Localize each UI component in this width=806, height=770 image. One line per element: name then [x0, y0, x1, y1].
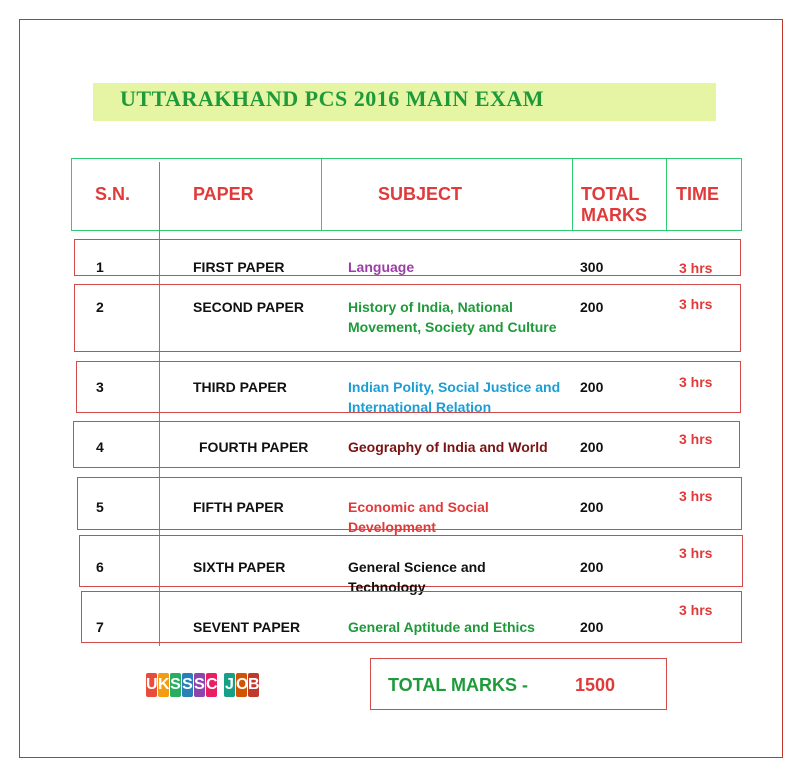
row-time: 3 hrs — [679, 431, 713, 447]
header-sn: S.N. — [95, 184, 131, 204]
column-divider-3 — [572, 158, 573, 231]
row-time: 3 hrs — [679, 602, 713, 618]
row-sn: 7 — [96, 619, 104, 635]
row-subject: Geography of India and World — [348, 439, 548, 455]
row-subject: Language — [348, 259, 415, 275]
row-subject: Economic and Social Development — [348, 499, 489, 535]
page-title: UTTARAKHAND PCS 2016 MAIN EXAM — [120, 86, 545, 111]
row-sn: 3 — [96, 379, 104, 395]
row-subject: Indian Polity, Social Justice and International Relation — [348, 379, 561, 415]
column-divider-2 — [321, 158, 322, 231]
header-paper: PAPER — [193, 184, 254, 204]
row-paper: SECOND PAPER — [193, 299, 304, 315]
row-paper: FOURTH PAPER — [199, 439, 309, 455]
row-total-marks: 200 — [580, 499, 604, 515]
row-total-marks: 200 — [580, 379, 604, 395]
row-subject: General Aptitude and Ethics — [348, 619, 535, 635]
logo-letter: J — [224, 673, 235, 697]
row-time: 3 hrs — [679, 260, 713, 276]
row-sn: 4 — [96, 439, 104, 455]
logo-letter: S — [182, 673, 193, 697]
row-subject: General Science and Technology — [348, 559, 486, 595]
row-total-marks: 200 — [580, 619, 604, 635]
row-total-marks: 200 — [580, 559, 604, 575]
logo-letter: B — [248, 673, 259, 697]
row-paper: FIFTH PAPER — [193, 499, 284, 515]
header-subject: SUBJECT — [378, 184, 463, 204]
row-time: 3 hrs — [679, 296, 713, 312]
row-time: 3 hrs — [679, 545, 713, 561]
row-paper: FIRST PAPER — [193, 259, 285, 275]
row-paper: SIXTH PAPER — [193, 559, 286, 575]
total-marks-label: TOTAL MARKS - — [388, 675, 528, 695]
row-sn: 1 — [96, 259, 104, 275]
row-sn: 2 — [96, 299, 104, 315]
logo-letter: S — [194, 673, 205, 697]
row-total-marks: 200 — [580, 439, 604, 455]
row-time: 3 hrs — [679, 488, 713, 504]
row-total-marks: 200 — [580, 299, 604, 315]
row-sn: 5 — [96, 499, 104, 515]
header-total-marks: TOTAL MARKS — [581, 184, 647, 225]
logo-letter: O — [236, 673, 247, 697]
row-paper: THIRD PAPER — [193, 379, 287, 395]
logo-letter: K — [158, 673, 169, 697]
column-divider-4 — [666, 158, 667, 231]
header-time: TIME — [676, 184, 719, 204]
row-subject: History of India, National Movement, Society and Culture — [348, 299, 557, 335]
logo-letter: U — [146, 673, 157, 697]
logo-letter: C — [206, 673, 217, 697]
row-time: 3 hrs — [679, 374, 713, 390]
ukssc-job-logo — [146, 673, 259, 697]
row-total-marks: 300 — [580, 259, 604, 275]
row-sn: 6 — [96, 559, 104, 575]
total-marks-value: 1500 — [575, 675, 616, 695]
logo-letter: S — [170, 673, 181, 697]
row-paper: SEVENT PAPER — [193, 619, 301, 635]
